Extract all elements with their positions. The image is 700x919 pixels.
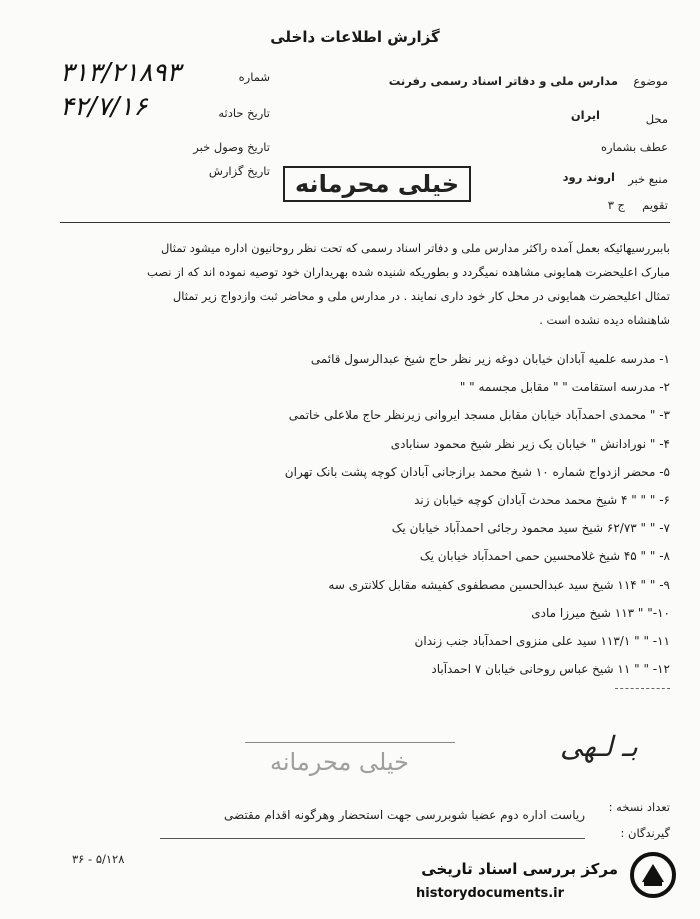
list-item: ۱۰-" " ۱۱۳ شیخ میرزا مادی [531,605,670,620]
confidential-stamp: خیلی محرمانه [283,166,471,202]
list-item: ۱۲- " " ۱۱ شیخ عباس روحانی خیابان ۷ احمدآباد [431,662,670,677]
intro-line: شاهنشاه دیده نشده است . [539,313,670,327]
list-item: ۶- " " " ۴ شیخ محمد محدث آبادان کوچه خیابان زند [414,492,670,507]
location-label: محل [645,112,668,126]
archive-name: مرکز بررسی اسناد تاریخی [421,860,618,878]
copies-label: تعداد نسخه : [608,800,670,814]
received-date-label: تاریخ وصول خبر [193,140,270,154]
report-date-label: تاریخ گزارش [208,164,270,178]
rating-value: ج ۳ [607,198,625,212]
incident-date-label: تاریخ حادثه [218,106,270,120]
document-code: ۳۶ - ۵/۱۲۸ [72,852,125,866]
list-item: ۸- " " ۴۵ شیخ غلامحسین حمی احمدآباد خیابان یک [419,549,670,564]
list-item: ۹- " " ۱۱۴ شیخ سید عبدالحسین مصطفوی کفیشه مقابل کلانتری سه [328,577,670,592]
confidential-stamp-faint: خیلی محرمانه [270,748,409,776]
incident-date-value: ۴۲/۷/۱۶ [60,92,148,122]
report-title: گزارش اطلاعات داخلی [270,28,440,46]
footer-rule [160,838,585,839]
intro-line: مبارک اعلیحضرت همایونی مشاهده نمیگردد و بطوریکه شنیده شده بهریداران خود توصیه نموده اند که از نصب [147,265,670,279]
subject-label: موضوع [633,74,668,88]
recipients-label: گیرندگان : [620,826,670,840]
header-divider [60,222,670,223]
list-item: ۳- " محمدی احمدآباد خیابان مقابل مسجد ایروانی زیرنظر حاج ملاعلی خاتمی [288,408,670,423]
report-number-value: ۳۱۳/۲۱۸۹۳ [60,58,181,88]
list-item: ۱۱- " " ۱۱۳/۱ سید علی منزوی احمدآباد جنب زندان [414,633,670,648]
list-end-rule [615,688,670,689]
list-item: ۷- " " ۶۲/۷۳ شیخ سید محمود رجائی احمدآباد خیابان یک [391,521,670,536]
location-value: ایران [570,108,600,122]
list-item: ۲- مدرسه استقامت " " مقابل مجسمه " " [459,380,670,395]
intro-line: تمثال اعلیحضرت همایونی در محل کار خود داری نمایند . در مدارس ملی و محاضر ثبت وازدواج زیر تمثال [172,289,670,303]
intro-paragraph [70,236,670,332]
distribution-text: ریاست اداره دوم عضیا شوبررسی جهت استحضار وهرگونه اقدام مقتضی [224,808,585,822]
archive-watermark [396,846,686,912]
subject-value: مدارس ملی و دفاتر اسناد رسمی رفرنت [388,74,618,88]
intro-line: باببررسیهائیکه بعمل آمده راکثر مدارس ملی و دفاتر اسناد رسمی که تحت نظر روحانیون اداره میشود تمثال [160,241,670,255]
source-label: منبع خبر [628,172,668,186]
archive-logo-icon [630,852,676,898]
stamp-underline [245,742,455,743]
source-value: اروند رود [562,170,615,184]
list-item: ۵- محضر ازدواج شماره ۱۰ شیخ محمد برازجانی آبادان کوچه پشت بانک تهران [284,464,670,479]
schools-list [150,352,670,690]
signature: بـ لـهی [560,730,638,763]
reference-label: عطف بشماره [600,140,668,154]
rating-label: تقویم [642,198,668,212]
archive-url: historydocuments.ir [416,886,565,901]
report-number-label: شماره [238,70,270,84]
list-item: ۱- مدرسه علمیه آبادان خیابان دوغه زیر نظر حاج شیخ عبدالرسول قائمی [310,352,670,366]
list-item: ۴- " نورادانش " خیابان یک زیر نظر شیخ محمود سنابادی [390,436,670,451]
